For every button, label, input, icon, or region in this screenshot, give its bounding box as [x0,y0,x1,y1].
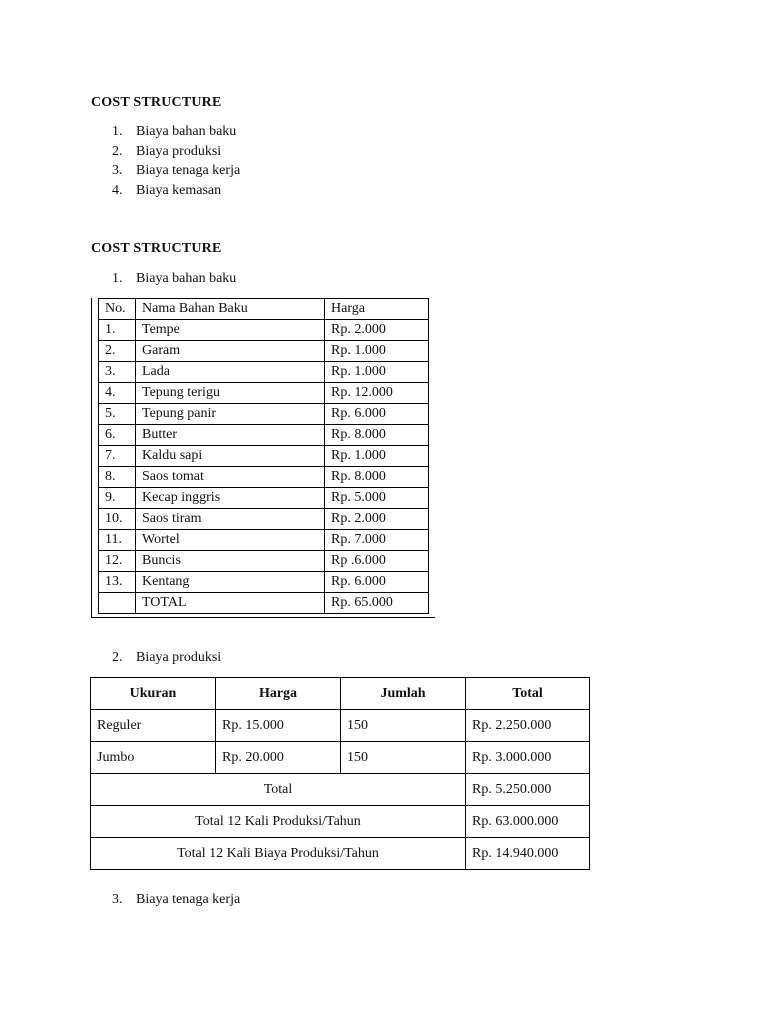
table-cell: 3. [99,362,136,383]
list-label: Biaya bahan baku [136,271,237,286]
list-item [112,890,240,910]
table-cell: Wortel [136,530,325,551]
summary-value: Rp. 5.250.000 [466,774,590,806]
table-header-row [99,299,429,320]
table-row [99,341,429,362]
table-cell: Rp. 20.000 [216,742,341,774]
list-number: 1. [112,124,123,139]
table-cell: 10. [99,509,136,530]
table-cell: Rp .6.000 [325,551,429,572]
table-cell: Reguler [91,710,216,742]
table-cell: Tepung terigu [136,383,325,404]
table-row [99,425,429,446]
list-item [112,142,240,162]
table-cell: 9. [99,488,136,509]
list-item [112,161,240,181]
table-cell: Rp. 15.000 [216,710,341,742]
summary-label: Total [91,774,466,806]
table-cell: Kecap inggris [136,488,325,509]
section-title: COST STRUCTURE [91,241,222,256]
total-value: Rp. 65.000 [325,593,429,614]
table-row [99,572,429,593]
table-row [99,362,429,383]
summary-row [91,774,590,806]
list-number: 3. [112,892,123,907]
table-border-line [91,298,92,618]
table-cell: Rp. 6.000 [325,572,429,593]
table-cell: 8. [99,467,136,488]
list-number: 2. [112,143,123,159]
summary-label: Total 12 Kali Produksi/Tahun [91,806,466,838]
summary-row [91,806,590,838]
table-cell: Rp. 8.000 [325,467,429,488]
table-cell: 150 [341,742,466,774]
table-row [99,551,429,572]
list-number: 3. [112,163,123,178]
table-header-row [91,678,590,710]
table-cell: 11. [99,530,136,551]
list-label: Biaya kemasan [136,182,222,198]
table-row [99,320,429,341]
table-cell: 6. [99,425,136,446]
table-cell: Saos tiram [136,509,325,530]
table-cell: Butter [136,425,325,446]
item-1-heading [112,269,236,289]
item-3-heading [112,890,240,910]
table-cell: Rp. 8.000 [325,425,429,446]
list-number: 4. [112,182,123,198]
table-cell: Tempe [136,320,325,341]
header-cell: Nama Bahan Baku [136,299,325,320]
list-item [112,648,221,668]
table-border-line [91,617,435,618]
table-cell: Rp. 3.000.000 [466,742,590,774]
header-cell: Harga [325,299,429,320]
table-cell: Rp. 1.000 [325,341,429,362]
table-cell: Kentang [136,572,325,593]
table-row [91,710,590,742]
table-cell: Garam [136,341,325,362]
table-cell: Jumbo [91,742,216,774]
table-cell: Rp. 2.000 [325,320,429,341]
list-item [112,269,236,289]
table-row [99,404,429,425]
table-cell: 12. [99,551,136,572]
table-cell: 4. [99,383,136,404]
list-label: Biaya tenaga kerja [136,892,241,907]
summary-value: Rp. 63.000.000 [466,806,590,838]
table-cell [99,593,136,614]
table-cell: Rp. 12.000 [325,383,429,404]
table-cell: 7. [99,446,136,467]
table-cell: Saos tomat [136,467,325,488]
raw-materials-table [98,298,429,614]
table-cell: Buncis [136,551,325,572]
item-2-heading [112,648,221,668]
table-cell: Rp. 7.000 [325,530,429,551]
table-cell: Tepung panir [136,404,325,425]
summary-row [91,838,590,870]
list-item [112,181,240,201]
list-number: 1. [112,271,123,286]
table-cell: Rp. 2.250.000 [466,710,590,742]
table-cell: Rp. 5.000 [325,488,429,509]
list-label: Biaya tenaga kerja [136,163,241,178]
section-title: COST STRUCTURE [91,95,222,110]
header-cell: No. [99,299,136,320]
table-row [99,488,429,509]
table-cell: 13. [99,572,136,593]
list-label: Biaya produksi [136,650,222,665]
table-row [91,742,590,774]
table-cell: 2. [99,341,136,362]
summary-label: Total 12 Kali Biaya Produksi/Tahun [91,838,466,870]
table-cell: Rp. 2.000 [325,509,429,530]
header-cell: Ukuran [91,678,216,710]
summary-value: Rp. 14.940.000 [466,838,590,870]
total-row [99,593,429,614]
table-cell: 150 [341,710,466,742]
cost-list [112,122,240,200]
header-cell: Jumlah [341,678,466,710]
header-cell: Harga [216,678,341,710]
list-item [112,122,240,142]
table-row [99,467,429,488]
table-row [99,383,429,404]
table-cell: Kaldu sapi [136,446,325,467]
table-cell: Rp. 6.000 [325,404,429,425]
table-cell: 1. [99,320,136,341]
table-cell: Rp. 1.000 [325,362,429,383]
table-cell: Lada [136,362,325,383]
table-cell: Rp. 1.000 [325,446,429,467]
list-label: Biaya bahan baku [136,124,237,139]
list-number: 2. [112,650,123,665]
production-cost-table [90,677,590,870]
table-row [99,530,429,551]
table-row [99,509,429,530]
header-cell: Total [466,678,590,710]
table-row [99,446,429,467]
total-label: TOTAL [136,593,325,614]
table-cell: 5. [99,404,136,425]
list-label: Biaya produksi [136,143,222,159]
